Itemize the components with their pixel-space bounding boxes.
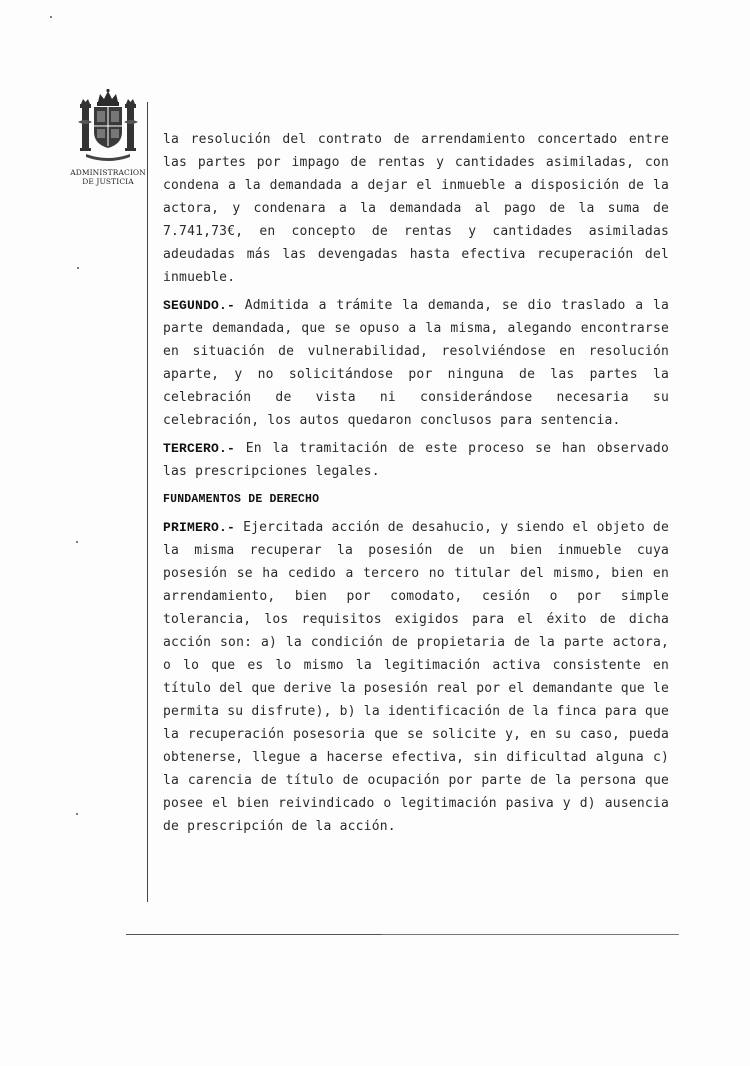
segundo-text: Admitida a trámite la demanda, se dio traslado a la parte demandada, que se opuso a la misma, alegando encontrarse en situación de vulnerabilidad, resolviéndose en resolución aparte, y no solicitándose por ninguna de las partes la celebración de vista ni considerándose necesaria su celebración, los autos quedaron conclusos para sentencia. [163,298,669,428]
tercero-label: TERCERO.- [163,441,236,456]
paragraph-segundo [163,294,669,432]
primero-label: PRIMERO.- [163,520,236,535]
primero-text: Ejercitada acción de desahucio, y siendo el objeto de la misma recuperar la posesión de un bien inmueble cuya posesión se ha cedido a tercero no titular del mismo, bien en arrendamiento, bien por comodato, cesión o por simple tolerancia, los requisitos exigidos para el éxito de dicha acción son: a) la condición de propietaria de la parte actora, o lo que es lo mismo la legitimación activa consistente en título del que derive la posesión real por el demandante que le permita su disfrute), b) la identificación de la finca para que la recuperación posesoria que se solicite y, en su caso, pueda obtenerse, llegue a hacerse efectiva, sin dificultad alguna c) la carencia de título de ocupación por parte de la persona que posee el bien reivindicado o legitimación pasiva y d) ausencia de prescripción de la acción. [163,520,669,834]
tercero-text: En la tramitación de este proceso se han observado las prescripciones legales. [163,441,669,479]
paragraph-intro: la resolución del contrato de arrendamiento concertado entre las partes por impago de rentas y cantidades asimiladas, con condena a la demandada a dejar el inmueble a disposición de la actora, y condenara a la demandada al pago de la suma de 7.741,73€, en concepto de rentas y cantidades asimiladas adeudadas más las devengadas hasta efectiva recuperación del inmueble. [163,132,669,285]
segundo-label: SEGUNDO.- [163,298,236,313]
paragraph-primero [163,516,669,838]
section-heading: FUNDAMENTOS DE DERECHO [163,493,320,506]
scan-speck [77,267,79,269]
emblem-caption [70,168,146,186]
margin-rule [147,102,148,902]
footer-rule-right [382,934,679,935]
scan-speck [50,16,52,18]
footer-rule-left [126,934,382,935]
coat-of-arms-icon [76,88,140,166]
scan-speck [76,541,78,543]
justice-emblem [70,88,146,186]
emblem-line-2: DE JUSTICIA [82,177,134,186]
document-body [163,128,669,843]
scan-speck [76,813,78,815]
emblem-line-1: ADMINISTRACION [70,168,146,177]
paragraph-tercero [163,437,669,483]
